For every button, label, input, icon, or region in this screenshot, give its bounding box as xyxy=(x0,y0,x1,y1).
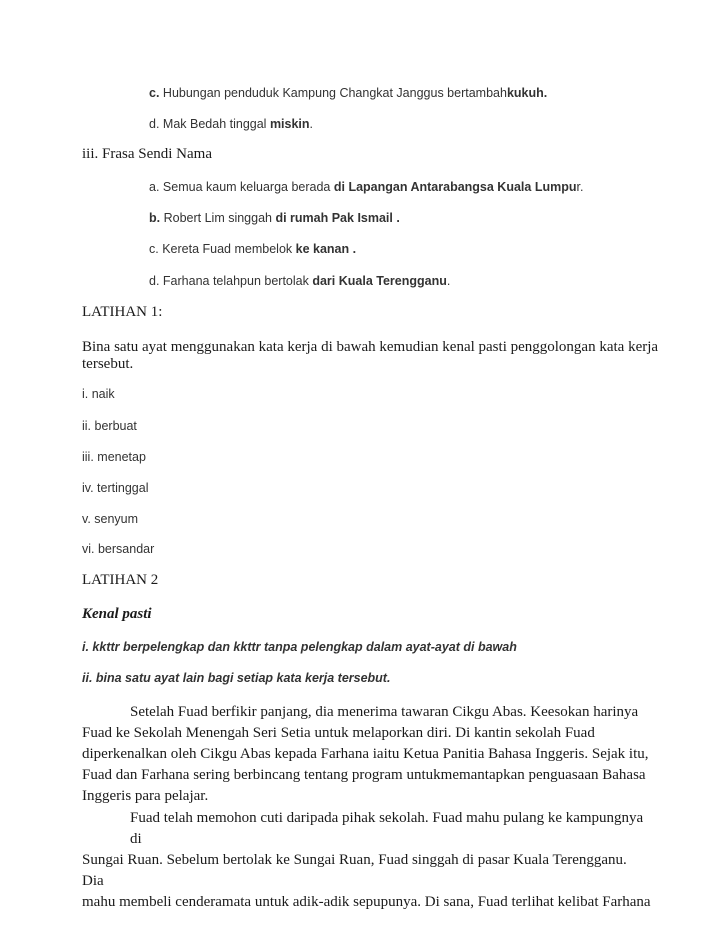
item-marker: b. xyxy=(149,211,161,225)
section-iii-heading: iii. Frasa Sendi Nama xyxy=(82,146,212,162)
latihan2-task2: ii. bina satu ayat lain bagi setiap kata kerja tersebut. xyxy=(82,671,391,685)
latihan2-task1: i. kkttr berpelengkap dan kkttr tanpa pelengkap dalam ayat-ayat di bawah xyxy=(82,640,517,654)
passage-line: diperkenalkan oleh Cikgu Abas kepada Farhana iaitu Ketua Panitia Bahasa Inggeris. Sejak itu, xyxy=(82,746,649,762)
passage-paragraph-2 xyxy=(82,808,652,913)
item-tail: . xyxy=(446,274,451,288)
latihan1-instruction-line1: Bina satu ayat menggunakan kata kerja di bawah kemudian kenal pasti penggolongan kata kerja xyxy=(82,339,659,355)
latihan2-subheading: Kenal pasti xyxy=(82,606,152,622)
passage-line: mahu membeli cenderamata untuk adik-adik sepupunya. Di sana, Fuad terlihat kelibat Farhana xyxy=(82,894,651,910)
item-text: Semua kaum keluarga berada xyxy=(162,180,334,194)
passage-line: Fuad ke Sekolah Menengah Seri Setia untuk melaporkan diri. Di kantin sekolah Fuad xyxy=(82,725,595,741)
item-bold-phrase: di rumah Pak Ismail . xyxy=(275,211,400,225)
item-ii-d xyxy=(149,117,313,131)
passage-line: Inggeris para pelajar. xyxy=(82,788,209,804)
latihan1-word: ii. berbuat xyxy=(82,419,137,433)
passage-line: Setelah Fuad berfikir panjang, dia menerima tawaran Cikgu Abas. Keesokan harinya xyxy=(130,704,639,720)
latihan2-heading: LATIHAN 2 xyxy=(82,572,159,588)
item-marker: a. xyxy=(149,180,160,194)
passage-line: Fuad dan Farhana sering berbincang tentang program untukmemantapkan penguasaan Bahasa xyxy=(82,767,646,783)
item-marker: c. xyxy=(149,242,159,256)
latihan1-word: vi. bersandar xyxy=(82,542,155,556)
item-iii-a xyxy=(149,180,583,194)
item-text: Kereta Fuad membelok xyxy=(162,242,296,256)
item-marker: c. xyxy=(149,86,160,100)
item-bold-phrase: miskin xyxy=(269,117,310,131)
item-bold-phrase: di Lapangan Antarabangsa Kuala Lumpu xyxy=(333,180,577,194)
item-text: Farhana telahpun bertolak xyxy=(162,274,313,288)
item-bold-phrase: ke kanan . xyxy=(295,242,357,256)
item-iii-c xyxy=(149,242,356,256)
item-bold-phrase: kukuh. xyxy=(506,86,548,100)
item-ii-c xyxy=(149,86,547,100)
item-iii-d xyxy=(149,274,450,288)
passage-line: Sungai Ruan. Sebelum bertolak ke Sungai Ruan, Fuad singgah di pasar Kuala Terengganu. Dia xyxy=(82,852,627,889)
latihan1-word: v. senyum xyxy=(82,512,139,526)
latihan1-instruction-line2: tersebut. xyxy=(82,356,134,372)
item-marker: d. xyxy=(149,274,160,288)
item-marker: d. xyxy=(149,117,160,131)
passage-line: Fuad telah memohon cuti daripada pihak sekolah. Fuad mahu pulang ke kampungnya di xyxy=(130,810,644,847)
item-text: Robert Lim singgah xyxy=(163,211,276,225)
passage-paragraph-1 xyxy=(82,702,652,807)
item-text: Hubungan penduduk Kampung Changkat Janggus bertambah xyxy=(162,86,507,100)
latihan1-heading: LATIHAN 1: xyxy=(82,304,163,320)
latihan1-word: iv. tertinggal xyxy=(82,481,149,495)
latihan1-word: iii. menetap xyxy=(82,450,146,464)
item-iii-b xyxy=(149,211,400,225)
item-tail: . xyxy=(309,117,314,131)
item-tail: r. xyxy=(576,180,584,194)
item-text: Mak Bedah tinggal xyxy=(162,117,270,131)
item-bold-phrase: dari Kuala Terengganu xyxy=(312,274,447,288)
latihan1-word: i. naik xyxy=(82,387,115,401)
